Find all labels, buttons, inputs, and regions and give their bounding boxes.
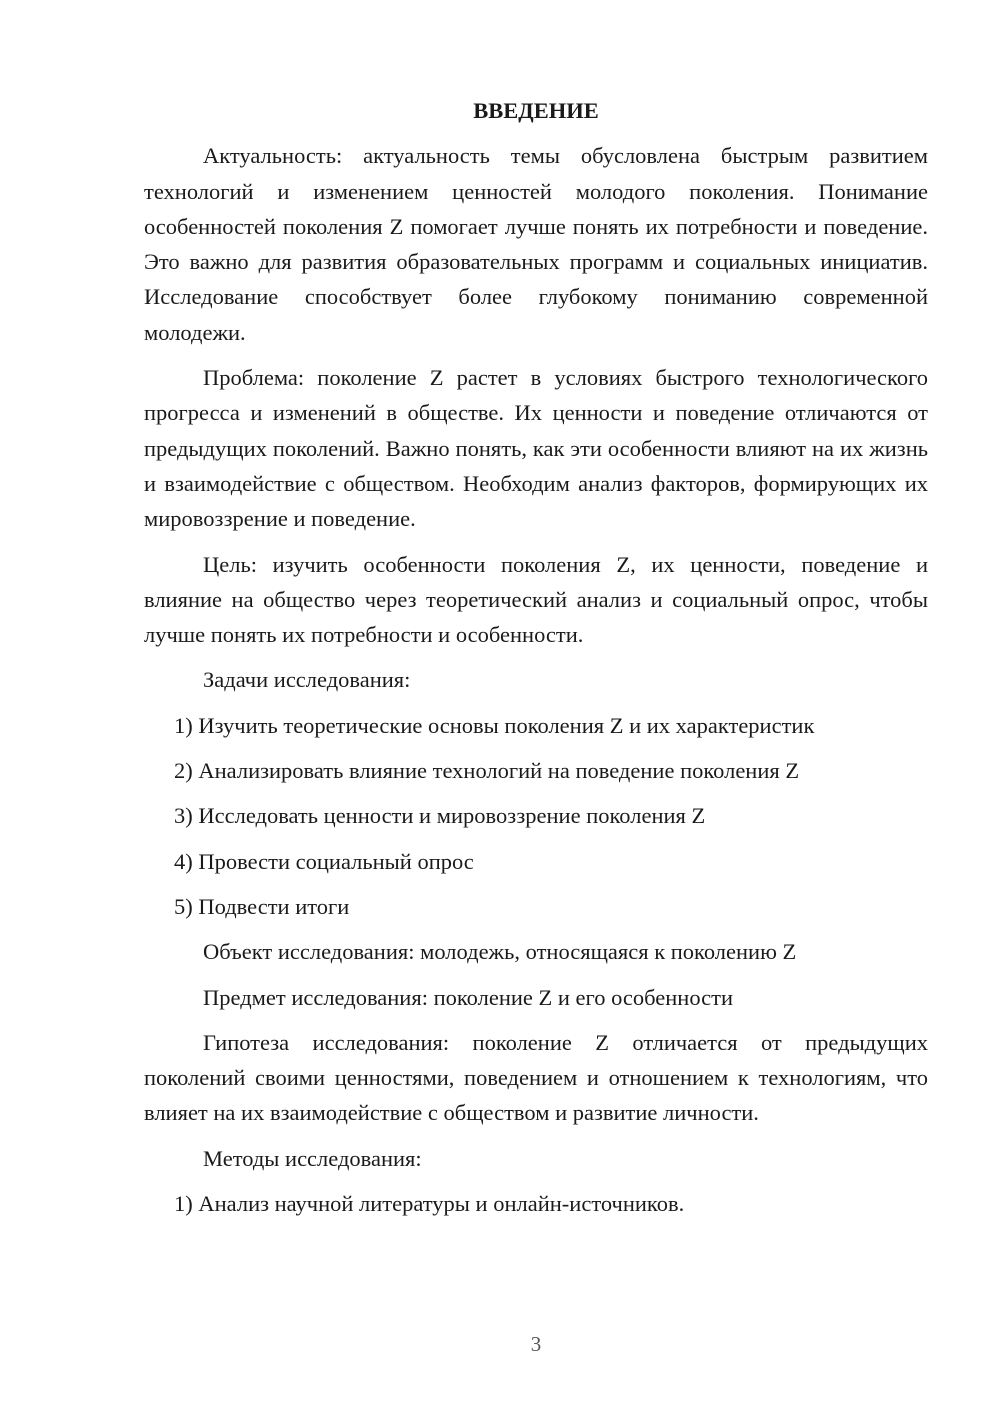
section-title: ВВЕДЕНИЕ	[473, 98, 599, 123]
page-content	[144, 93, 928, 1231]
relevance-paragraph: Актуальность: актуальность темы обусловлена быстрым развитием технологий и изменением ценностей молодого поколения. Понимание особенностей поколения Z помогает лучше понять их потребности и поведение. Это важно для развития образовательных программ и социальных инициатив. Исследование способствует более глубокому пониманию современной молодежи.	[144, 143, 928, 345]
tasks-heading: Задачи исследования:	[203, 667, 411, 693]
task-item-2: 2) Анализировать влияние технологий на поведение поколения Z	[174, 758, 800, 784]
research-subject: Предмет исследования: поколение Z и его особенности	[203, 984, 734, 1010]
task-item-5: 5) Подвести итоги	[174, 893, 350, 919]
goal-paragraph: Цель: изучить особенности поколения Z, их ценности, поведение и влияние на общество через теоретический анализ и социальный опрос, чтобы лучше понять их потребности и особенности.	[144, 551, 928, 648]
task-item-4: 4) Провести социальный опрос	[174, 848, 474, 874]
methods-heading: Методы исследования:	[203, 1145, 422, 1171]
task-item-3: 3) Исследовать ценности и мировоззрение поколения Z	[174, 803, 706, 829]
task-item-1: 1) Изучить теоретические основы поколения Z и их характеристик	[174, 712, 815, 738]
problem-paragraph: Проблема: поколение Z растет в условиях быстрого технологического прогресса и изменений в обществе. Их ценности и поведение отличаются от предыдущих поколений. Важно понять, как эти особенности влияют на их жизнь и взаимодействие с обществом. Необходим анализ факторов, формирующих их мировоззрение и поведение.	[144, 365, 928, 532]
hypothesis-paragraph: Гипотеза исследования: поколение Z отличается от предыдущих поколений своими ценностями, поведением и отношением к технологиям, что влияет на их взаимодействие с обществом и развитие личности.	[144, 1029, 928, 1126]
method-item-1: 1) Анализ научной литературы и онлайн-источников.	[174, 1191, 685, 1217]
research-object: Объект исследования: молодежь, относящаяся к поколению Z	[203, 939, 797, 965]
page-number: 3	[530, 1332, 542, 1356]
